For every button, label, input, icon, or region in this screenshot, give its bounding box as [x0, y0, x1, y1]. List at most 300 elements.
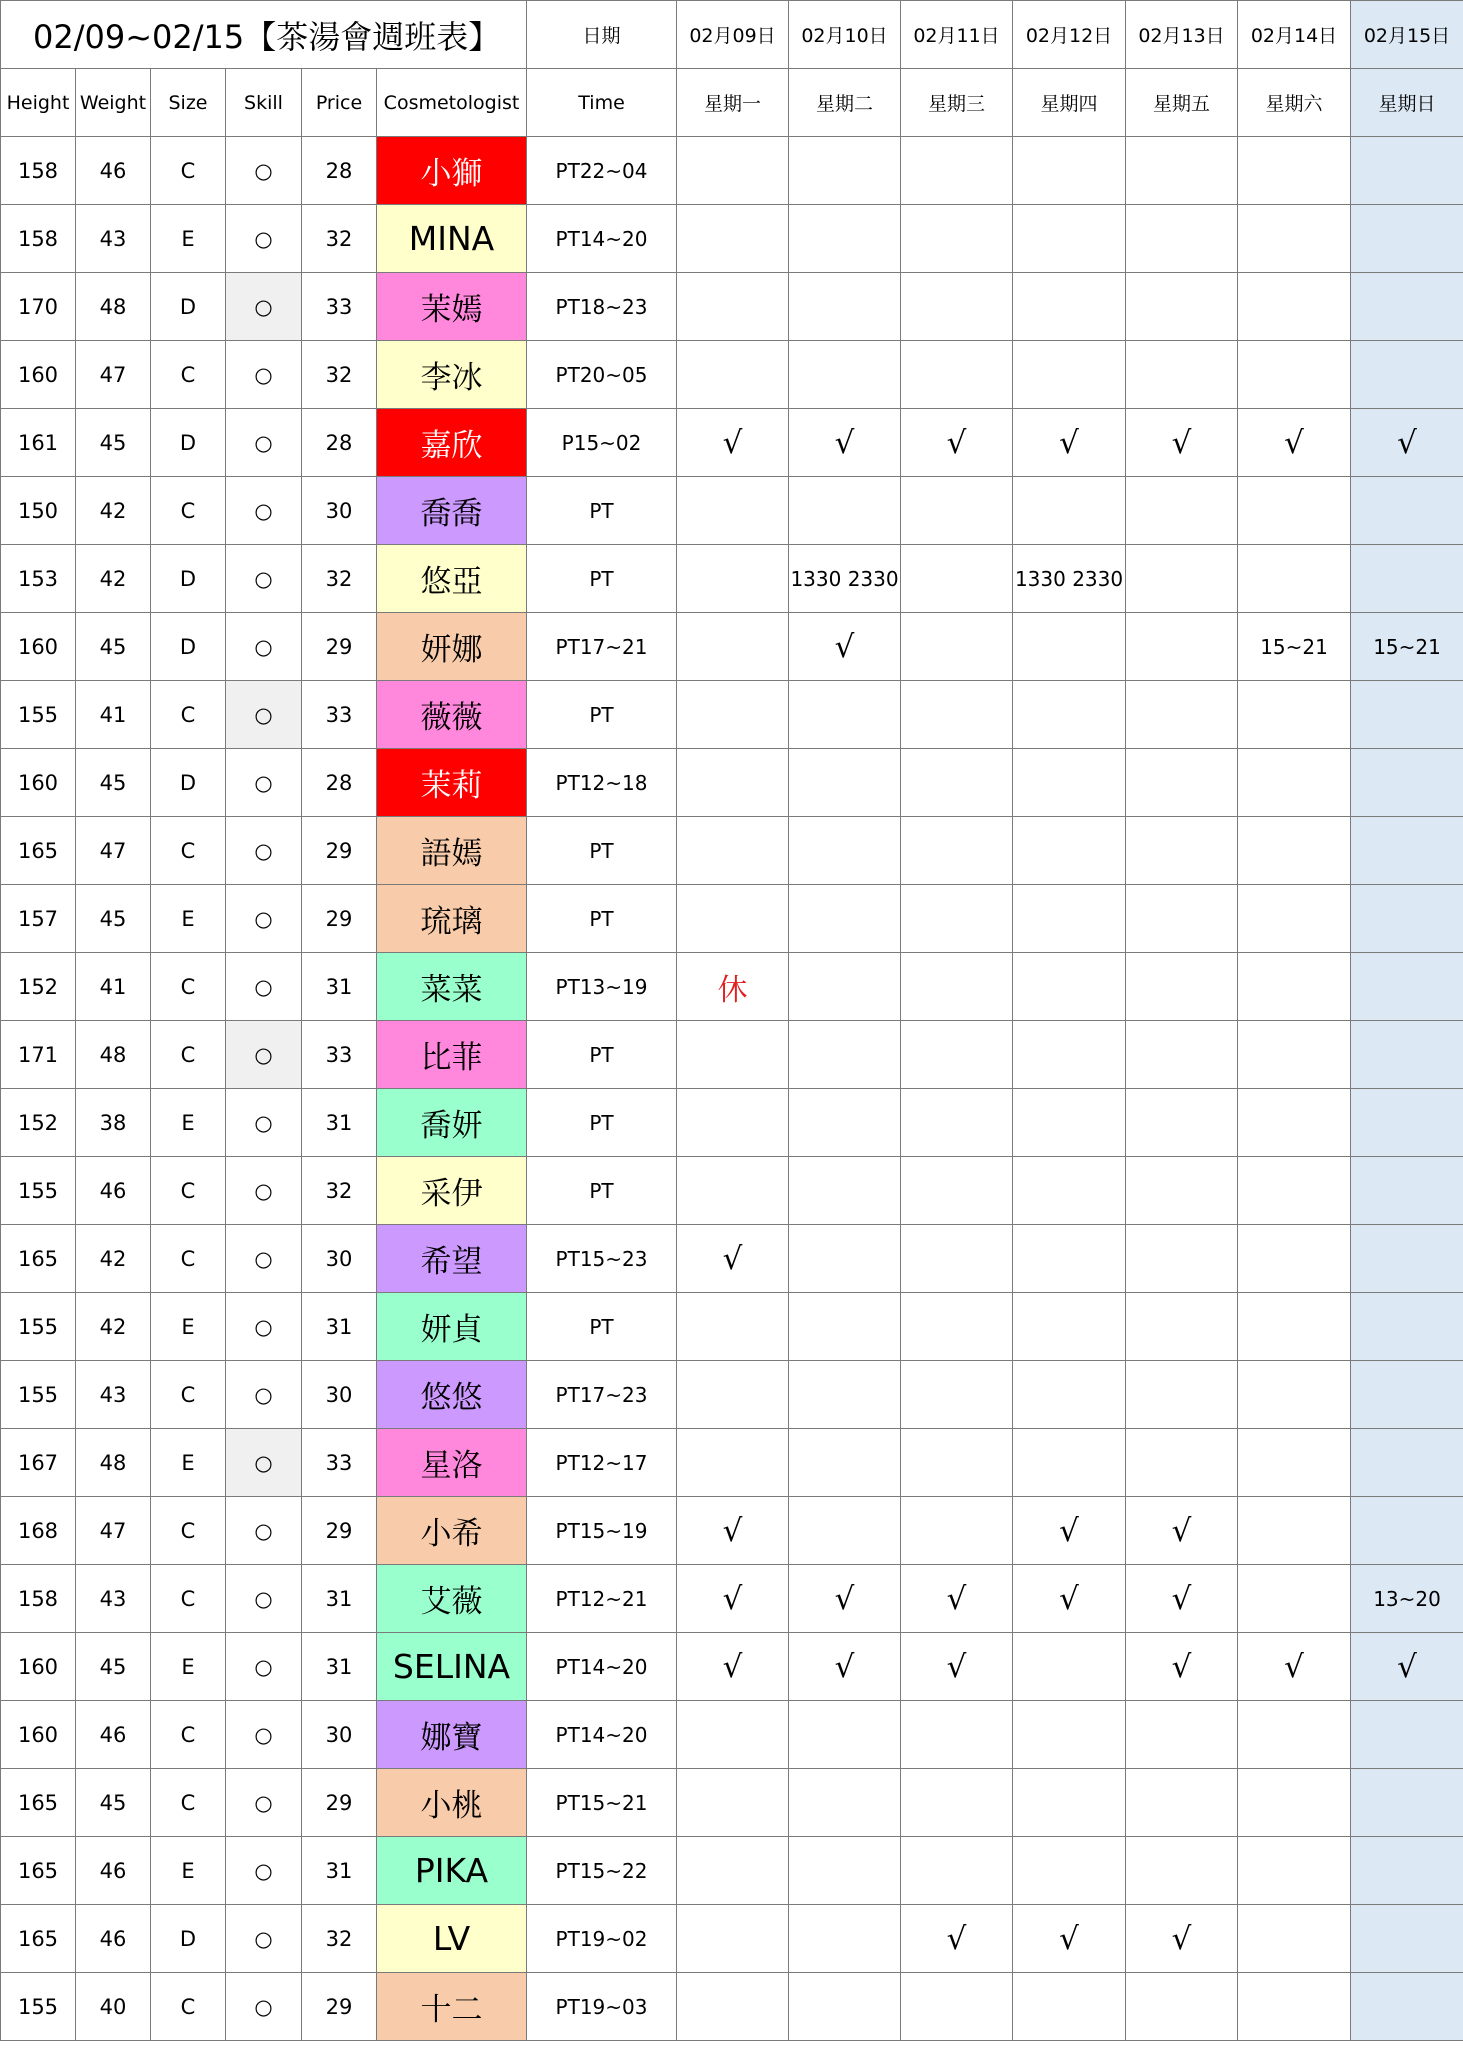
day-cell [1351, 749, 1463, 817]
cosmetologist-name: 娜寶 [377, 1701, 527, 1769]
table-row [1, 137, 1463, 205]
weight-cell: 46 [76, 1701, 151, 1769]
time-cell: PT17~21 [527, 613, 677, 681]
day-cell [677, 613, 789, 681]
day-cell [1351, 1769, 1463, 1837]
day-cell [1013, 1293, 1126, 1361]
day-cell [677, 1701, 789, 1769]
cosmetologist-name: 小希 [377, 1497, 527, 1565]
price-cell: 33 [302, 681, 377, 749]
table-row [1, 1633, 1463, 1701]
cosmetologist-name: 悠亞 [377, 545, 527, 613]
day-cell [1351, 477, 1463, 545]
day-cell: √ [789, 409, 901, 477]
table-row [1, 749, 1463, 817]
day-cell [901, 477, 1013, 545]
price-cell: 32 [302, 1905, 377, 1973]
day-cell: √ [1126, 1565, 1238, 1633]
day-cell [1238, 1973, 1351, 2041]
day-cell [677, 1905, 789, 1973]
day-cell [1351, 1701, 1463, 1769]
day-cell [1351, 1225, 1463, 1293]
price-cell: 29 [302, 885, 377, 953]
day-cell [901, 1225, 1013, 1293]
day-cell [1013, 1633, 1126, 1701]
day-cell [901, 1837, 1013, 1905]
day-cell [789, 953, 901, 1021]
day-cell [677, 205, 789, 273]
day-cell [901, 341, 1013, 409]
day-cell [1351, 1973, 1463, 2041]
cosmetologist-name: 比菲 [377, 1021, 527, 1089]
weekday-header: 星期一 [677, 69, 789, 137]
weight-cell: 47 [76, 341, 151, 409]
day-cell [789, 1157, 901, 1225]
date-header: 02月13日 [1126, 1, 1238, 69]
skill-cell: ○ [226, 477, 302, 545]
schedule-title: 02/09~02/15【茶湯會週班表】 [1, 1, 527, 69]
skill-cell: ○ [226, 1565, 302, 1633]
skill-cell: ○ [226, 137, 302, 205]
weight-cell: 40 [76, 1973, 151, 2041]
table-row [1, 409, 1463, 477]
day-cell [901, 137, 1013, 205]
price-cell: 28 [302, 749, 377, 817]
weight-cell: 46 [76, 1905, 151, 1973]
column-header-skill: Skill [226, 69, 302, 137]
cosmetologist-name: LV [377, 1905, 527, 1973]
size-cell: D [151, 613, 226, 681]
day-cell: √ [1013, 409, 1126, 477]
height-cell: 157 [1, 885, 76, 953]
day-cell [1238, 885, 1351, 953]
day-cell [1238, 545, 1351, 613]
price-cell: 29 [302, 1769, 377, 1837]
day-cell [789, 1497, 901, 1565]
day-cell [1126, 1701, 1238, 1769]
day-cell [1238, 1021, 1351, 1089]
height-cell: 155 [1, 1157, 76, 1225]
price-cell: 31 [302, 1633, 377, 1701]
time-cell: PT15~22 [527, 1837, 677, 1905]
price-cell: 31 [302, 1565, 377, 1633]
day-cell [677, 1361, 789, 1429]
table-row [1, 1973, 1463, 2041]
cosmetologist-name: 喬喬 [377, 477, 527, 545]
date-header: 02月14日 [1238, 1, 1351, 69]
time-cell: P15~02 [527, 409, 677, 477]
weight-cell: 45 [76, 1769, 151, 1837]
weight-cell: 48 [76, 273, 151, 341]
day-cell [1238, 273, 1351, 341]
weight-cell: 47 [76, 1497, 151, 1565]
date-label: 日期 [527, 1, 677, 69]
height-cell: 171 [1, 1021, 76, 1089]
day-cell [789, 681, 901, 749]
skill-cell: ○ [226, 545, 302, 613]
day-cell [1126, 953, 1238, 1021]
skill-cell: ○ [226, 885, 302, 953]
table-row [1, 1565, 1463, 1633]
weight-cell: 42 [76, 1225, 151, 1293]
day-cell [1351, 273, 1463, 341]
cosmetologist-name: 妍娜 [377, 613, 527, 681]
size-cell: E [151, 1633, 226, 1701]
day-cell [901, 1497, 1013, 1565]
day-cell [901, 1429, 1013, 1497]
skill-cell: ○ [226, 341, 302, 409]
day-cell [1238, 1089, 1351, 1157]
price-cell: 32 [302, 1157, 377, 1225]
day-cell [1238, 205, 1351, 273]
table-row [1, 1769, 1463, 1837]
day-cell [1126, 205, 1238, 273]
day-cell [1126, 885, 1238, 953]
height-cell: 165 [1, 1225, 76, 1293]
cosmetologist-name: MINA [377, 205, 527, 273]
height-cell: 160 [1, 1701, 76, 1769]
weekday-header: 星期五 [1126, 69, 1238, 137]
size-cell: C [151, 1565, 226, 1633]
day-cell [789, 1361, 901, 1429]
day-cell [1126, 1361, 1238, 1429]
day-cell [1126, 1089, 1238, 1157]
size-cell: E [151, 885, 226, 953]
day-cell: √ [901, 1905, 1013, 1973]
day-cell: √ [901, 1633, 1013, 1701]
day-cell [1238, 137, 1351, 205]
date-header: 02月10日 [789, 1, 901, 69]
size-cell: D [151, 1905, 226, 1973]
cosmetologist-name: 艾薇 [377, 1565, 527, 1633]
height-cell: 161 [1, 409, 76, 477]
day-cell [1126, 1837, 1238, 1905]
day-cell [1238, 1565, 1351, 1633]
day-cell [901, 817, 1013, 885]
day-cell: √ [1013, 1565, 1126, 1633]
day-cell [677, 1429, 789, 1497]
day-cell [1013, 273, 1126, 341]
skill-cell: ○ [226, 273, 302, 341]
day-cell [1013, 1973, 1126, 2041]
day-cell: √ [1013, 1905, 1126, 1973]
date-header: 02月11日 [901, 1, 1013, 69]
size-cell: C [151, 953, 226, 1021]
day-cell: √ [1351, 1633, 1463, 1701]
day-cell [901, 749, 1013, 817]
day-cell [1013, 1837, 1126, 1905]
time-cell: PT15~23 [527, 1225, 677, 1293]
height-cell: 158 [1, 137, 76, 205]
day-cell [901, 885, 1013, 953]
day-cell [1351, 1089, 1463, 1157]
day-cell [1013, 137, 1126, 205]
table-row [1, 1361, 1463, 1429]
weight-cell: 42 [76, 545, 151, 613]
day-cell [1013, 1701, 1126, 1769]
day-cell [677, 1769, 789, 1837]
day-cell [677, 1021, 789, 1089]
day-cell [1351, 1361, 1463, 1429]
day-cell: √ [1126, 1497, 1238, 1565]
size-cell: E [151, 205, 226, 273]
day-cell [1013, 817, 1126, 885]
day-cell [789, 1429, 901, 1497]
day-cell [1013, 681, 1126, 749]
price-cell: 31 [302, 953, 377, 1021]
cosmetologist-name: 采伊 [377, 1157, 527, 1225]
day-cell [1351, 341, 1463, 409]
size-cell: E [151, 1293, 226, 1361]
size-cell: C [151, 1021, 226, 1089]
table-row [1, 341, 1463, 409]
price-cell: 31 [302, 1089, 377, 1157]
price-cell: 33 [302, 1021, 377, 1089]
day-cell [677, 1089, 789, 1157]
table-row [1, 681, 1463, 749]
price-cell: 30 [302, 477, 377, 545]
day-cell: √ [1351, 409, 1463, 477]
table-row [1, 1701, 1463, 1769]
day-cell: √ [677, 1565, 789, 1633]
header-row-columns [1, 69, 1463, 137]
day-cell: 15~21 [1238, 613, 1351, 681]
table-row [1, 885, 1463, 953]
day-cell [1013, 1769, 1126, 1837]
day-cell [789, 1905, 901, 1973]
date-header: 02月09日 [677, 1, 789, 69]
skill-cell: ○ [226, 749, 302, 817]
table-row [1, 1497, 1463, 1565]
day-cell [1126, 341, 1238, 409]
price-cell: 31 [302, 1293, 377, 1361]
size-cell: E [151, 1429, 226, 1497]
day-cell: 15~21 [1351, 613, 1463, 681]
skill-cell: ○ [226, 1429, 302, 1497]
day-cell [789, 1293, 901, 1361]
day-cell [1351, 1905, 1463, 1973]
time-cell: PT [527, 1293, 677, 1361]
day-cell [1351, 1293, 1463, 1361]
day-cell [677, 477, 789, 545]
size-cell: D [151, 749, 226, 817]
skill-cell: ○ [226, 817, 302, 885]
day-cell: 13~20 [1351, 1565, 1463, 1633]
day-cell [1238, 749, 1351, 817]
date-header: 02月12日 [1013, 1, 1126, 69]
day-cell [789, 1701, 901, 1769]
height-cell: 165 [1, 1769, 76, 1837]
day-cell [901, 1157, 1013, 1225]
size-cell: E [151, 1837, 226, 1905]
day-cell: √ [1126, 1905, 1238, 1973]
time-cell: PT [527, 1157, 677, 1225]
price-cell: 29 [302, 1973, 377, 2041]
price-cell: 33 [302, 1429, 377, 1497]
skill-cell: ○ [226, 1973, 302, 2041]
time-cell: PT12~17 [527, 1429, 677, 1497]
skill-cell: ○ [226, 1225, 302, 1293]
size-cell: C [151, 341, 226, 409]
time-cell: PT [527, 885, 677, 953]
day-cell [1126, 1769, 1238, 1837]
size-cell: C [151, 1361, 226, 1429]
day-cell [1013, 205, 1126, 273]
day-cell: 1330 2330 [1013, 545, 1126, 613]
height-cell: 165 [1, 1905, 76, 1973]
size-cell: D [151, 273, 226, 341]
day-cell [789, 477, 901, 545]
size-cell: C [151, 1497, 226, 1565]
day-cell [1238, 1429, 1351, 1497]
day-cell [789, 205, 901, 273]
day-cell [789, 1225, 901, 1293]
day-cell: √ [677, 1633, 789, 1701]
cosmetologist-name: 語嫣 [377, 817, 527, 885]
day-cell [1238, 1497, 1351, 1565]
day-cell [1351, 1497, 1463, 1565]
column-header-weight: Weight [76, 69, 151, 137]
day-cell [677, 817, 789, 885]
skill-cell: ○ [226, 205, 302, 273]
day-cell [677, 749, 789, 817]
day-cell [901, 1973, 1013, 2041]
day-cell [789, 885, 901, 953]
cosmetologist-name: 希望 [377, 1225, 527, 1293]
day-cell [1351, 545, 1463, 613]
cosmetologist-name: PIKA [377, 1837, 527, 1905]
day-cell: √ [789, 1633, 901, 1701]
day-cell [901, 681, 1013, 749]
time-cell: PT15~19 [527, 1497, 677, 1565]
weight-cell: 46 [76, 1837, 151, 1905]
size-cell: C [151, 1701, 226, 1769]
table-row [1, 817, 1463, 885]
day-cell [1126, 1157, 1238, 1225]
day-cell [1126, 1021, 1238, 1089]
cosmetologist-name: 喬妍 [377, 1089, 527, 1157]
cosmetologist-name: 星洛 [377, 1429, 527, 1497]
weight-cell: 45 [76, 749, 151, 817]
weight-cell: 43 [76, 1565, 151, 1633]
day-cell [789, 1089, 901, 1157]
height-cell: 160 [1, 749, 76, 817]
height-cell: 155 [1, 1361, 76, 1429]
height-cell: 153 [1, 545, 76, 613]
table-row [1, 545, 1463, 613]
time-cell: PT [527, 681, 677, 749]
day-cell [1126, 1973, 1238, 2041]
skill-cell: ○ [226, 1769, 302, 1837]
cosmetologist-name: 悠悠 [377, 1361, 527, 1429]
day-cell [1013, 1361, 1126, 1429]
day-cell [1126, 1225, 1238, 1293]
height-cell: 158 [1, 1565, 76, 1633]
time-cell: PT12~18 [527, 749, 677, 817]
cosmetologist-name: 妍貞 [377, 1293, 527, 1361]
time-cell: PT13~19 [527, 953, 677, 1021]
day-cell [901, 1089, 1013, 1157]
table-row [1, 205, 1463, 273]
day-cell [1351, 953, 1463, 1021]
table-row [1, 1429, 1463, 1497]
day-cell: √ [1013, 1497, 1126, 1565]
table-row [1, 1021, 1463, 1089]
day-cell [1126, 137, 1238, 205]
price-cell: 32 [302, 205, 377, 273]
day-cell [789, 1837, 901, 1905]
day-cell: 1330 2330 [789, 545, 901, 613]
day-cell [1013, 749, 1126, 817]
day-cell: √ [1238, 409, 1351, 477]
cosmetologist-name: 小桃 [377, 1769, 527, 1837]
height-cell: 150 [1, 477, 76, 545]
table-row [1, 1225, 1463, 1293]
weight-cell: 45 [76, 1633, 151, 1701]
day-cell [1126, 477, 1238, 545]
table-row [1, 953, 1463, 1021]
day-cell [789, 817, 901, 885]
day-cell [789, 1769, 901, 1837]
cosmetologist-name: 菜菜 [377, 953, 527, 1021]
weight-cell: 46 [76, 137, 151, 205]
day-cell [901, 205, 1013, 273]
time-cell: PT20~05 [527, 341, 677, 409]
size-cell: C [151, 137, 226, 205]
height-cell: 155 [1, 681, 76, 749]
day-cell [1013, 341, 1126, 409]
day-cell [677, 1837, 789, 1905]
skill-cell: ○ [226, 681, 302, 749]
cosmetologist-name: 茉莉 [377, 749, 527, 817]
day-cell [1126, 545, 1238, 613]
day-cell [677, 137, 789, 205]
weight-cell: 42 [76, 477, 151, 545]
skill-cell: ○ [226, 1633, 302, 1701]
time-cell: PT15~21 [527, 1769, 677, 1837]
height-cell: 170 [1, 273, 76, 341]
time-cell: PT [527, 817, 677, 885]
day-cell [1351, 1837, 1463, 1905]
day-cell [1351, 681, 1463, 749]
table-row [1, 1157, 1463, 1225]
size-cell: D [151, 409, 226, 477]
weight-cell: 43 [76, 205, 151, 273]
cosmetologist-name: 薇薇 [377, 681, 527, 749]
price-cell: 30 [302, 1701, 377, 1769]
cosmetologist-name: 茉嫣 [377, 273, 527, 341]
table-row [1, 273, 1463, 341]
skill-cell: ○ [226, 1293, 302, 1361]
day-cell [1238, 681, 1351, 749]
day-cell [1238, 1769, 1351, 1837]
day-cell [1351, 137, 1463, 205]
price-cell: 33 [302, 273, 377, 341]
day-cell [1351, 1157, 1463, 1225]
weekday-header: 星期六 [1238, 69, 1351, 137]
skill-cell: ○ [226, 953, 302, 1021]
price-cell: 32 [302, 341, 377, 409]
weight-cell: 43 [76, 1361, 151, 1429]
height-cell: 158 [1, 205, 76, 273]
skill-cell: ○ [226, 409, 302, 477]
day-cell [1351, 1429, 1463, 1497]
size-cell: C [151, 1157, 226, 1225]
day-cell: √ [677, 409, 789, 477]
size-cell: C [151, 1225, 226, 1293]
day-cell: √ [789, 613, 901, 681]
time-cell: PT12~21 [527, 1565, 677, 1633]
